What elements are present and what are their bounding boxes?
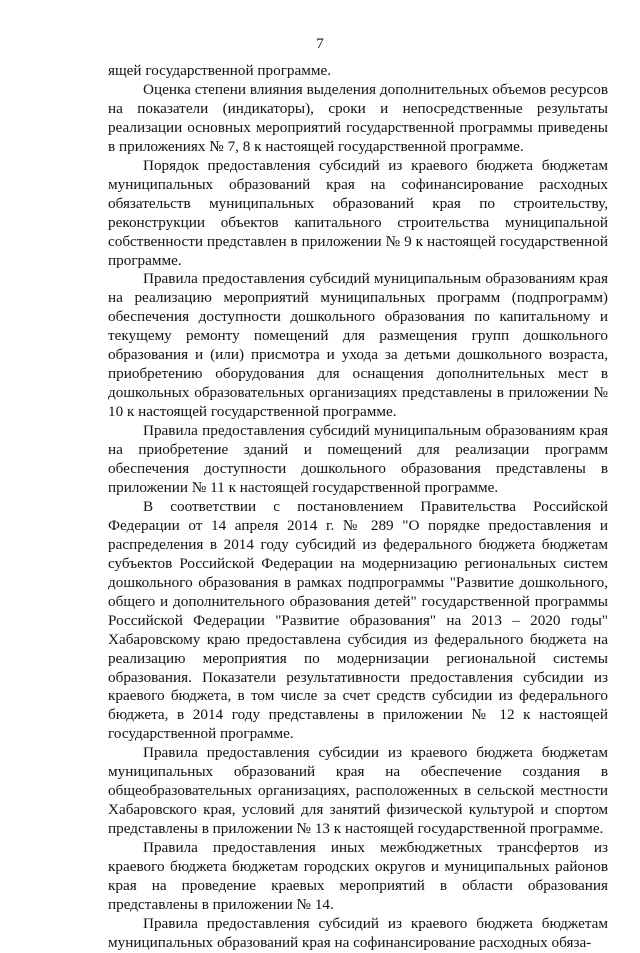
paragraph: Правила предоставления субсидий муниципальным образованиям края на реализацию мероприятий муниципальных программ (подпрограмм) обеспечения доступности дошкольного образования по капитальному и текущему ремонту помещений для размещения групп дошкольного образования и (или) присмотра и ухода за детьми дошкольного возраста, приобретению оборудования для оснащения дополнительных мест в дошкольных образовательных организациях представлены в приложении № 10 к настоящей государственной программе. xyxy=(108,270,608,421)
document-body xyxy=(108,62,608,953)
paragraph: Правила предоставления субсидий из краевого бюджета бюджетам муниципальных образований края на софинансирование расходных обяза- xyxy=(108,914,608,951)
paragraph: Порядок предоставления субсидий из краевого бюджета бюджетам муниципальных образований края на софинансирование расходных обязательств муниципальных образований края по строительству, реконструкции объектов капитального строительства муниципальной собственности представлен в приложении № 9 к настоящей государственной программе. xyxy=(108,156,608,269)
paragraph: В соответствии с постановлением Правительства Российской Федерации от 14 апреля 2014 г. № 289 "О порядке предоставления и распределения в 2014 году субсидий из федерального бюджета бюджетам субъектов Российской Федерации на модернизацию региональных систем дошкольного образования в рамках подпрограммы "Развитие дошкольного, общего и дополнительного образования детей" государственной программы Российской Федерации "Развитие образования" на 2013 – 2020 годы" Хабаровскому краю предоставлена субсидия из федерального бюджета на реализацию мероприятия по модернизации региональной системы образования. Показатели результативности предоставления субсидии из краевого бюджета, в том числе за счет средств субсидии из федерального бюджета, в 2014 году представлены в приложении № 12 к настоящей государственной программе. xyxy=(108,497,608,743)
page-number: 7 xyxy=(316,36,324,52)
paragraph: Правила предоставления субсидий муниципальным образованиям края на приобретение зданий и помещений для реализации программ обеспечения доступности дошкольного образования представлены в приложении № 11 к настоящей государственной программе. xyxy=(108,422,608,496)
paragraph-continuation: ящей государственной программе. xyxy=(108,62,332,79)
paragraph: Правила предоставления иных межбюджетных трансфертов из краевого бюджета бюджетам городских округов и муниципальных районов края на проведение краевых мероприятий в области образования представлены в приложении № 14. xyxy=(108,839,608,913)
paragraph: Правила предоставления субсидии из краевого бюджета бюджетам муниципальных образований края на обеспечение создания в общеобразовательных организациях, расположенных в сельской местности Хабаровского края, условий для занятий физической культурой и спортом представлены в приложении № 13 к настоящей государственной программе. xyxy=(108,744,608,838)
paragraph: Оценка степени влияния выделения дополнительных объемов ресурсов на показатели (индикаторы), сроки и непосредственные результаты реализации основных мероприятий государственной программы приведены в приложениях № 7, 8 к настоящей государственной программе. xyxy=(108,80,608,155)
